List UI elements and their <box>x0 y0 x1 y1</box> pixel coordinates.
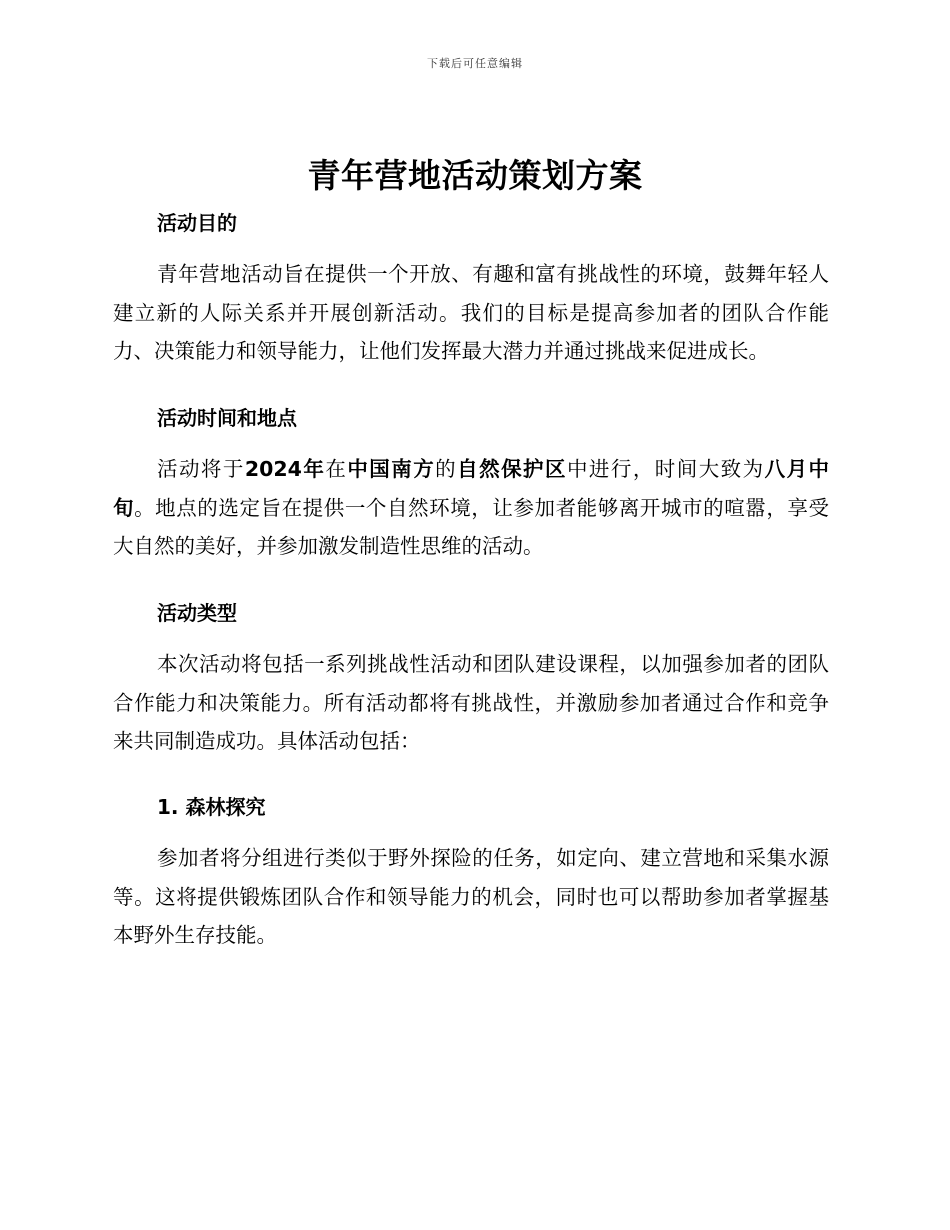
section-heading-purpose: 活动目的 <box>157 211 237 235</box>
section-heading-activity-types: 活动类型 <box>157 601 237 625</box>
site-highlight: 自然保护区 <box>457 457 567 481</box>
text-span: 活动将于 <box>157 457 245 481</box>
section-heading-forest-exploration: 1. 森林探究 <box>157 795 266 819</box>
text-span: 。地点的选定旨在提供一个自然环境，让参加者能够离开城市的喧嚣，享受大自然的美好，并参加激发制造性思维的活动。 <box>113 495 830 558</box>
text-span: 的 <box>435 457 458 481</box>
section-paragraph-activity-types: 本次活动将包括一系列挑战性活动和团队建设课程，以加强参加者的团队合作能力和决策能力。所有活动都将有挑战性，并激励参加者通过合作和竞争来共同制造成功。具体活动包括： <box>113 652 829 753</box>
region-highlight: 中国南方 <box>347 457 436 481</box>
text-span: 中进行，时间大致为 <box>566 457 765 481</box>
section-paragraph-purpose: 青年营地活动旨在提供一个开放、有趣和富有挑战性的环境，鼓舞年轻人建立新的人际关系并开展创新活动。我们的目标是提高参加者的团队合作能力、决策能力和领导能力，让他们发挥最大潜力并通过挑战来促进成长。 <box>113 262 829 363</box>
section-heading-time-place: 活动时间和地点 <box>157 406 297 430</box>
time-highlight: 八月中旬 <box>113 457 830 520</box>
header-note: 下载后可任意编辑 <box>427 57 523 70</box>
document-title: 青年营地活动策划方案 <box>307 156 643 195</box>
section-paragraph-forest-exploration: 参加者将分组进行类似于野外探险的任务，如定向、建立营地和采集水源等。这将提供锻炼团队合作和领导能力的机会，同时也可以帮助参加者掌握基本野外生存技能。 <box>113 846 829 947</box>
year-highlight: 2024年 <box>244 457 326 481</box>
text-span: 在 <box>325 457 348 481</box>
section-paragraph-time-place <box>113 450 829 566</box>
